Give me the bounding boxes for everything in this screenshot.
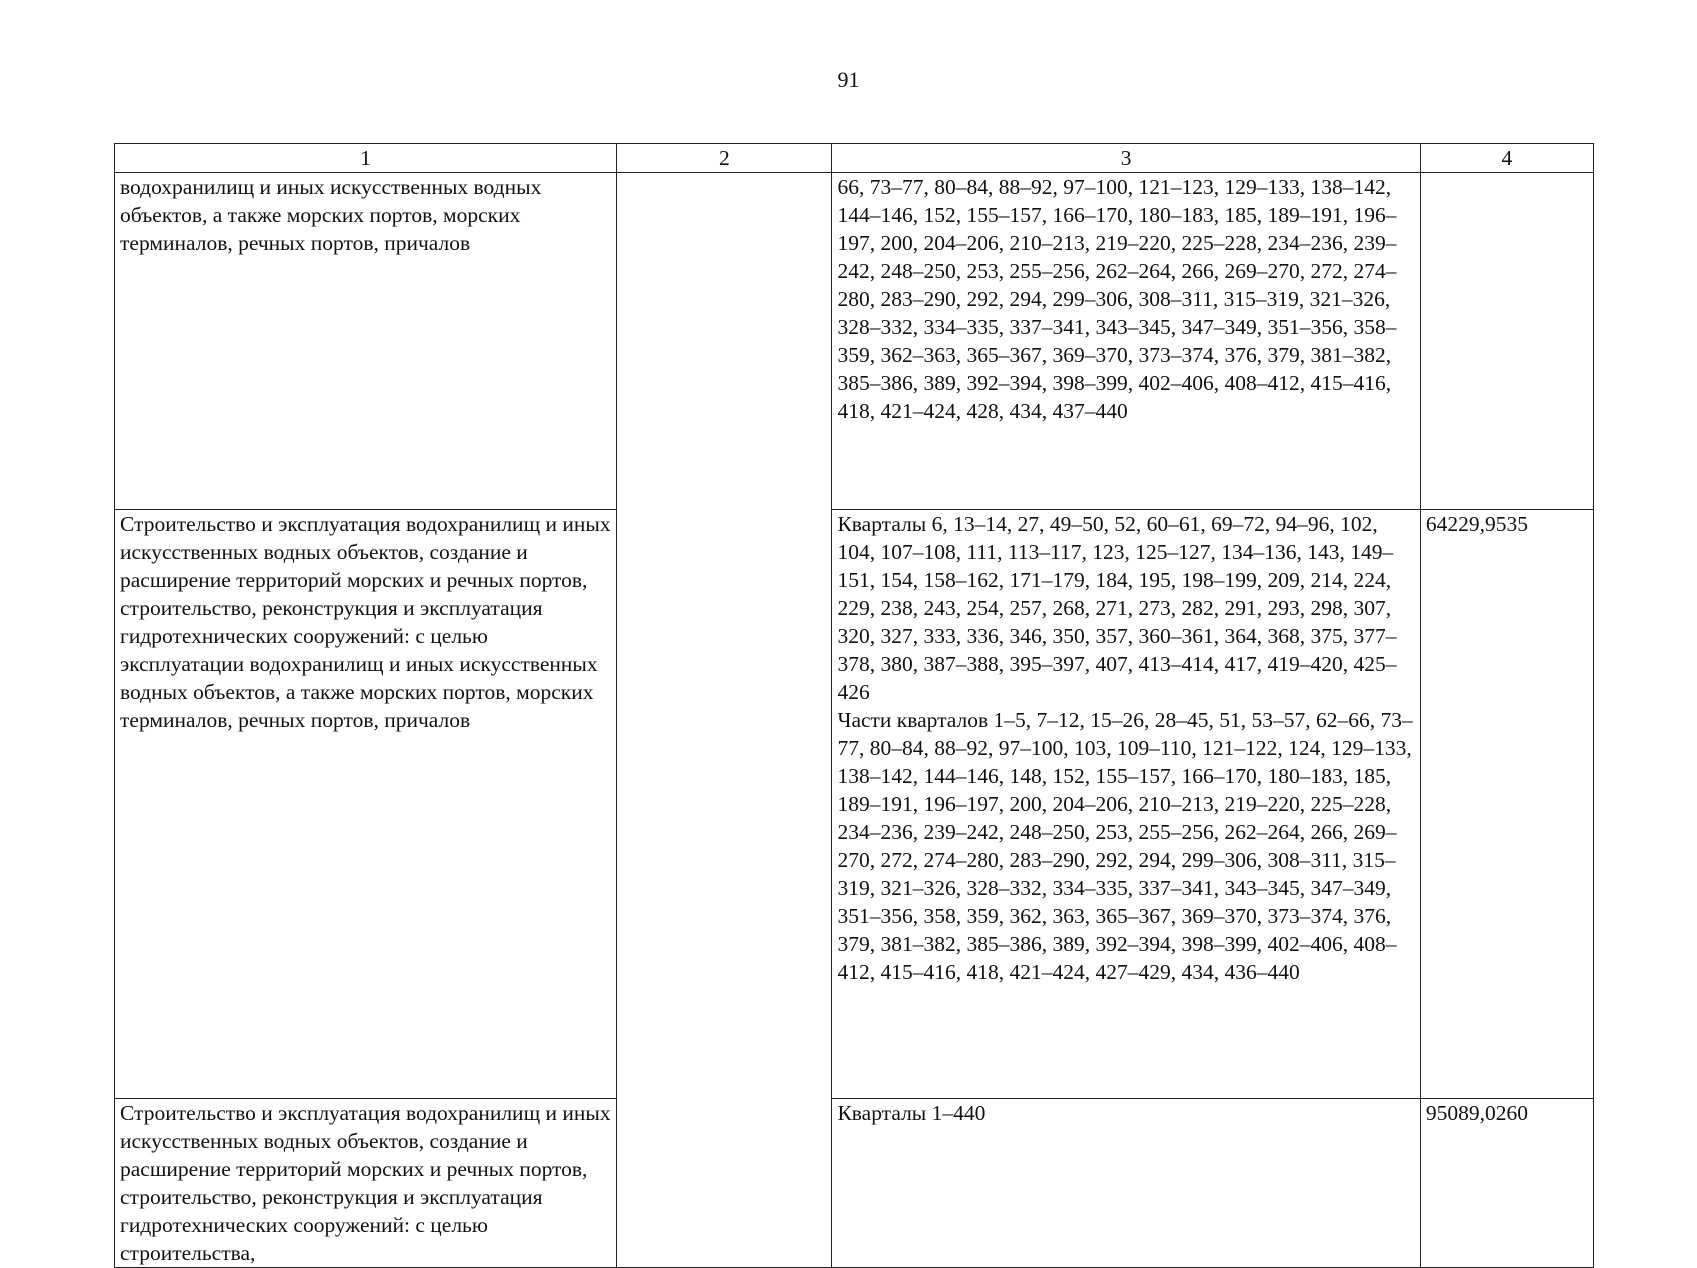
quarters-cell xyxy=(832,1099,1420,1268)
purpose-cell: Строительство и эксплуатация водохранилищ и иных искусственных водных объектов, создание и расширение территорий морских и речных портов, строительство, реконструкция и эксплуатация гидротехнических сооружений: с целью строительства, xyxy=(115,1099,617,1268)
purpose-cell: Строительство и эксплуатация водохранилищ и иных искусственных водных объектов, создание и расширение территорий морских и речных портов, строительство, реконструкция и эксплуатация гидротехнических сооружений: с целью эксплуатации водохранилищ и иных искусственных водных объектов, а также морских портов, морских терминалов, речных портов, причалов xyxy=(115,510,617,1099)
table-header-row xyxy=(115,144,1594,173)
column-header: 4 xyxy=(1420,144,1593,173)
area-cell xyxy=(1420,173,1593,510)
table-row xyxy=(115,510,1594,1099)
quarters-cell xyxy=(832,510,1420,1099)
column-header: 3 xyxy=(832,144,1420,173)
quarters-cell xyxy=(832,173,1420,510)
column-header: 1 xyxy=(115,144,617,173)
quarters-text: Кварталы 1–440 xyxy=(837,1101,986,1125)
table-row xyxy=(115,1099,1594,1268)
forestry-cell xyxy=(617,173,832,1268)
area-cell: 64229,9535 xyxy=(1420,510,1593,1099)
table-row xyxy=(115,173,1594,510)
area-cell: 95089,0260 xyxy=(1420,1099,1593,1268)
page-number: 91 xyxy=(837,67,860,92)
quarters-text: Кварталы 6, 13–14, 27, 49–50, 52, 60–61, 69–72, 94–96, 102, 104, 107–108, 111, 113–117, 123, 125–127, 134–136, 143, 149–151, 154, 158–162, 171–179, 184, 195, 198–199, 209, 214, 224, 229, 238, 243, 254, 257, 268, 271, 273, 282, 291, 293, 298, 307, 320, 327, 333, 336, 346, 350, 357, 360–361, 364, 368, 375, 377–378, 380, 387–388, 395–397, 407, 413–414, 417, 419–420, 425–426 xyxy=(837,512,1397,704)
quarters-text: 66, 73–77, 80–84, 88–92, 97–100, 121–123, 129–133, 138–142, 144–146, 152, 155–157, 166–170, 180–183, 185, 189–191, 196–197, 200, 204–206, 210–213, 219–220, 225–228, 234–236, 239–242, 248–250, 253, 255–256, 262–264, 266, 269–270, 272, 274–280, 283–290, 292, 294, 299–306, 308–311, 315–319, 321–326, 328–332, 334–335, 337–341, 343–345, 347–349, 351–356, 358–359, 362–363, 365–367, 369–370, 373–374, 376, 379, 381–382, 385–386, 389, 392–394, 398–399, 402–406, 408–412, 415–416, 418, 421–424, 428, 434, 437–440 xyxy=(837,175,1397,423)
partial-quarters-text: Части кварталов 1–5, 7–12, 15–26, 28–45, 51, 53–57, 62–66, 73–77, 80–84, 88–92, 97–100, 103, 109–110, 121–122, 124, 129–133, 138–142, 144–146, 148, 152, 155–157, 166–170, 180–183, 185, 189–191, 196–197, 200, 204–206, 210–213, 219–220, 225–228, 234–236, 239–242, 248–250, 253, 255–256, 262–264, 266, 269–270, 272, 274–280, 283–290, 292, 294, 299–306, 308–311, 315–319, 321–326, 328–332, 334–335, 337–341, 343–345, 347–349, 351–356, 358, 359, 362, 363, 365–367, 369–370, 373–374, 376, 379, 381–382, 385–386, 389, 392–394, 398–399, 402–406, 408–412, 415–416, 418, 421–424, 427–429, 434, 436–440 xyxy=(837,708,1413,984)
purpose-cell: водохранилищ и иных искусственных водных объектов, а также морских портов, морских терминалов, речных портов, причалов xyxy=(115,173,617,510)
column-header: 2 xyxy=(617,144,832,173)
land-use-table xyxy=(114,143,1594,1268)
